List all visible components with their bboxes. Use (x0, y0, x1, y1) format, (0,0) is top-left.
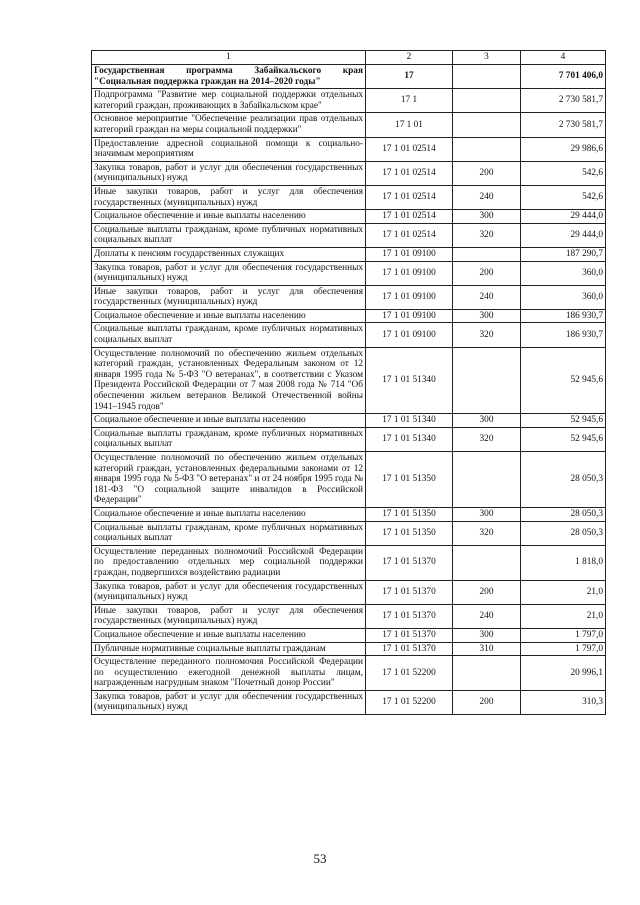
table-row (92, 89, 606, 113)
row-amount-cell: 2 730 581,7 (521, 89, 606, 113)
row-name-cell: Предоставление адресной социальной помощи к социально-значимым мероприятиям (92, 137, 366, 161)
budget-table (91, 50, 606, 715)
row-type-cell: 300 (453, 414, 521, 428)
row-code-cell: 17 1 01 52200 (366, 656, 453, 691)
row-amount-cell: 21,0 (521, 580, 606, 604)
row-amount-cell: 542,6 (521, 161, 606, 185)
row-amount-cell: 1 818,0 (521, 545, 606, 580)
row-amount-cell: 52 945,6 (521, 414, 606, 428)
row-type-cell (453, 452, 521, 508)
budget-table-body (92, 51, 606, 715)
table-row (92, 223, 606, 247)
row-type-cell: 320 (453, 427, 521, 451)
row-type-cell: 300 (453, 628, 521, 642)
row-name-cell: Публичные нормативные социальные выплаты гражданам (92, 642, 366, 656)
row-amount-cell: 52 945,6 (521, 347, 606, 414)
table-row (92, 642, 606, 656)
row-amount-cell: 186 930,7 (521, 309, 606, 323)
row-name-cell: Основное мероприятие "Обеспечение реализации прав отдельных категорий граждан на меры социальной поддержки" (92, 113, 366, 137)
row-code-cell: 17 1 01 02514 (366, 161, 453, 185)
row-code-cell: 17 1 01 51370 (366, 604, 453, 628)
row-amount-cell: 28 050,3 (521, 521, 606, 545)
row-type-cell: 300 (453, 210, 521, 224)
table-row (92, 210, 606, 224)
row-type-cell: 200 (453, 161, 521, 185)
row-code-cell: 17 1 01 09100 (366, 247, 453, 261)
table-row (92, 65, 606, 89)
table-row (92, 628, 606, 642)
column-number-4: 4 (521, 51, 606, 65)
column-number-1: 1 (92, 51, 366, 65)
row-code-cell: 17 1 01 09100 (366, 285, 453, 309)
table-row (92, 161, 606, 185)
page-number: 53 (313, 851, 327, 866)
row-code-cell: 17 1 01 02514 (366, 223, 453, 247)
row-amount-cell: 360,0 (521, 261, 606, 285)
row-code-cell: 17 1 01 51350 (366, 507, 453, 521)
row-code-cell: 17 1 01 51340 (366, 414, 453, 428)
row-type-cell: 310 (453, 642, 521, 656)
row-amount-cell: 29 986,6 (521, 137, 606, 161)
row-amount-cell: 360,0 (521, 285, 606, 309)
table-row (92, 309, 606, 323)
row-name-cell: Социальное обеспечение и иные выплаты населению (92, 507, 366, 521)
row-type-cell: 320 (453, 521, 521, 545)
row-amount-cell: 186 930,7 (521, 323, 606, 347)
table-row (92, 414, 606, 428)
row-amount-cell: 29 444,0 (521, 223, 606, 247)
row-type-cell: 300 (453, 309, 521, 323)
row-type-cell: 200 (453, 580, 521, 604)
table-row (92, 347, 606, 414)
row-amount-cell: 1 797,0 (521, 642, 606, 656)
row-name-cell: Иные закупки товаров, работ и услуг для обеспечения государственных (муниципальных) нужд (92, 285, 366, 309)
table-row (92, 137, 606, 161)
row-code-cell: 17 1 01 02514 (366, 185, 453, 209)
row-amount-cell: 7 701 406,0 (521, 65, 606, 89)
row-code-cell: 17 1 01 09100 (366, 309, 453, 323)
table-row (92, 427, 606, 451)
row-code-cell: 17 1 01 52200 (366, 690, 453, 714)
table-row (92, 247, 606, 261)
row-name-cell: Социальное обеспечение и иные выплаты населению (92, 210, 366, 224)
row-code-cell: 17 1 (366, 89, 453, 113)
row-code-cell: 17 1 01 51340 (366, 427, 453, 451)
row-type-cell (453, 347, 521, 414)
table-row (92, 545, 606, 580)
row-code-cell: 17 1 01 02514 (366, 210, 453, 224)
row-name-cell: Осуществление полномочий по обеспечению жильем отдельных категорий граждан, установленных Федеральным законом от 12 января 1995 года № 5-ФЗ "О ветеранах", в соответствии с Указом Президента Российской Федерации от 7 мая 2008 года № 714 "Об обеспечении жильем ветеранов Великой Отечественной войны 1941–1945 годов" (92, 347, 366, 414)
row-type-cell: 240 (453, 185, 521, 209)
table-row (92, 604, 606, 628)
row-name-cell: Социальные выплаты гражданам, кроме публичных нормативных социальных выплат (92, 427, 366, 451)
row-type-cell (453, 137, 521, 161)
row-amount-cell: 28 050,3 (521, 507, 606, 521)
table-row (92, 113, 606, 137)
row-type-cell: 320 (453, 323, 521, 347)
row-amount-cell: 2 730 581,7 (521, 113, 606, 137)
row-code-cell: 17 1 01 51370 (366, 580, 453, 604)
row-amount-cell: 542,6 (521, 185, 606, 209)
row-name-cell: Социальное обеспечение и иные выплаты населению (92, 309, 366, 323)
row-type-cell: 240 (453, 285, 521, 309)
column-number-row (92, 51, 606, 65)
row-type-cell (453, 113, 521, 137)
row-amount-cell: 29 444,0 (521, 210, 606, 224)
row-amount-cell: 52 945,6 (521, 427, 606, 451)
table-row (92, 690, 606, 714)
table-row (92, 656, 606, 691)
row-type-cell: 200 (453, 690, 521, 714)
row-type-cell (453, 656, 521, 691)
row-type-cell: 200 (453, 261, 521, 285)
row-code-cell: 17 1 01 (366, 113, 453, 137)
table-row (92, 185, 606, 209)
row-name-cell: Осуществление переданного полномочия Российской Федерации по осуществлению ежегодной денежной выплаты лицам, награжденным нагрудным знаком "Почетный донор России" (92, 656, 366, 691)
row-code-cell: 17 1 01 51370 (366, 545, 453, 580)
row-code-cell: 17 1 01 51350 (366, 452, 453, 508)
row-name-cell: Осуществление полномочий по обеспечению жильем отдельных категорий граждан, установленных федеральными законами от 12 января 1995 года № 5-ФЗ "О ветеранах" и от 24 ноября 1995 года № 181-ФЗ "О социальной защите инвалидов в Российской Федерации" (92, 452, 366, 508)
row-type-cell (453, 65, 521, 89)
row-code-cell: 17 1 01 02514 (366, 137, 453, 161)
row-name-cell: Социальные выплаты гражданам, кроме публичных нормативных социальных выплат (92, 521, 366, 545)
row-name-cell: Закупка товаров, работ и услуг для обеспечения государственных (муниципальных) нужд (92, 261, 366, 285)
row-name-cell: Закупка товаров, работ и услуг для обеспечения государственных (муниципальных) нужд (92, 580, 366, 604)
row-name-cell: Иные закупки товаров, работ и услуг для обеспечения государственных (муниципальных) нужд (92, 185, 366, 209)
row-name-cell: Социальное обеспечение и иные выплаты населению (92, 414, 366, 428)
row-name-cell: Социальное обеспечение и иные выплаты населению (92, 628, 366, 642)
row-name-cell: Доплаты к пенсиям государственных служащих (92, 247, 366, 261)
row-type-cell: 300 (453, 507, 521, 521)
row-code-cell: 17 1 01 51370 (366, 628, 453, 642)
row-amount-cell: 28 050,3 (521, 452, 606, 508)
row-code-cell: 17 1 01 51350 (366, 521, 453, 545)
table-row (92, 580, 606, 604)
row-type-cell (453, 89, 521, 113)
row-name-cell: Подпрограмма "Развитие мер социальной поддержки отдельных категорий граждан, проживающих в Забайкальском крае" (92, 89, 366, 113)
table-row (92, 521, 606, 545)
row-name-cell: Социальные выплаты гражданам, кроме публичных нормативных социальных выплат (92, 223, 366, 247)
table-row (92, 507, 606, 521)
row-code-cell: 17 1 01 09100 (366, 323, 453, 347)
row-name-cell: Осуществление переданных полномочий Российской Федерации по предоставлению отдельных мер социальной поддержки граждан, подвергшихся воздействию радиации (92, 545, 366, 580)
row-name-cell: Закупка товаров, работ и услуг для обеспечения государственных (муниципальных) нужд (92, 161, 366, 185)
row-type-cell: 240 (453, 604, 521, 628)
table-row (92, 285, 606, 309)
row-type-cell: 320 (453, 223, 521, 247)
row-type-cell (453, 545, 521, 580)
column-number-2: 2 (366, 51, 453, 65)
table-row (92, 452, 606, 508)
row-code-cell: 17 1 01 51340 (366, 347, 453, 414)
row-amount-cell: 187 290,7 (521, 247, 606, 261)
row-code-cell: 17 1 01 51370 (366, 642, 453, 656)
row-name-cell: Государственная программа Забайкальского края "Социальная поддержка граждан на 2014–2020 годы" (92, 65, 366, 89)
row-name-cell: Иные закупки товаров, работ и услуг для обеспечения государственных (муниципальных) нужд (92, 604, 366, 628)
row-code-cell: 17 (366, 65, 453, 89)
row-name-cell: Социальные выплаты гражданам, кроме публичных нормативных социальных выплат (92, 323, 366, 347)
row-amount-cell: 310,3 (521, 690, 606, 714)
row-name-cell: Закупка товаров, работ и услуг для обеспечения государственных (муниципальных) нужд (92, 690, 366, 714)
row-code-cell: 17 1 01 09100 (366, 261, 453, 285)
table-row (92, 261, 606, 285)
row-amount-cell: 21,0 (521, 604, 606, 628)
row-type-cell (453, 247, 521, 261)
row-amount-cell: 1 797,0 (521, 628, 606, 642)
table-row (92, 323, 606, 347)
column-number-3: 3 (453, 51, 521, 65)
row-amount-cell: 20 996,1 (521, 656, 606, 691)
